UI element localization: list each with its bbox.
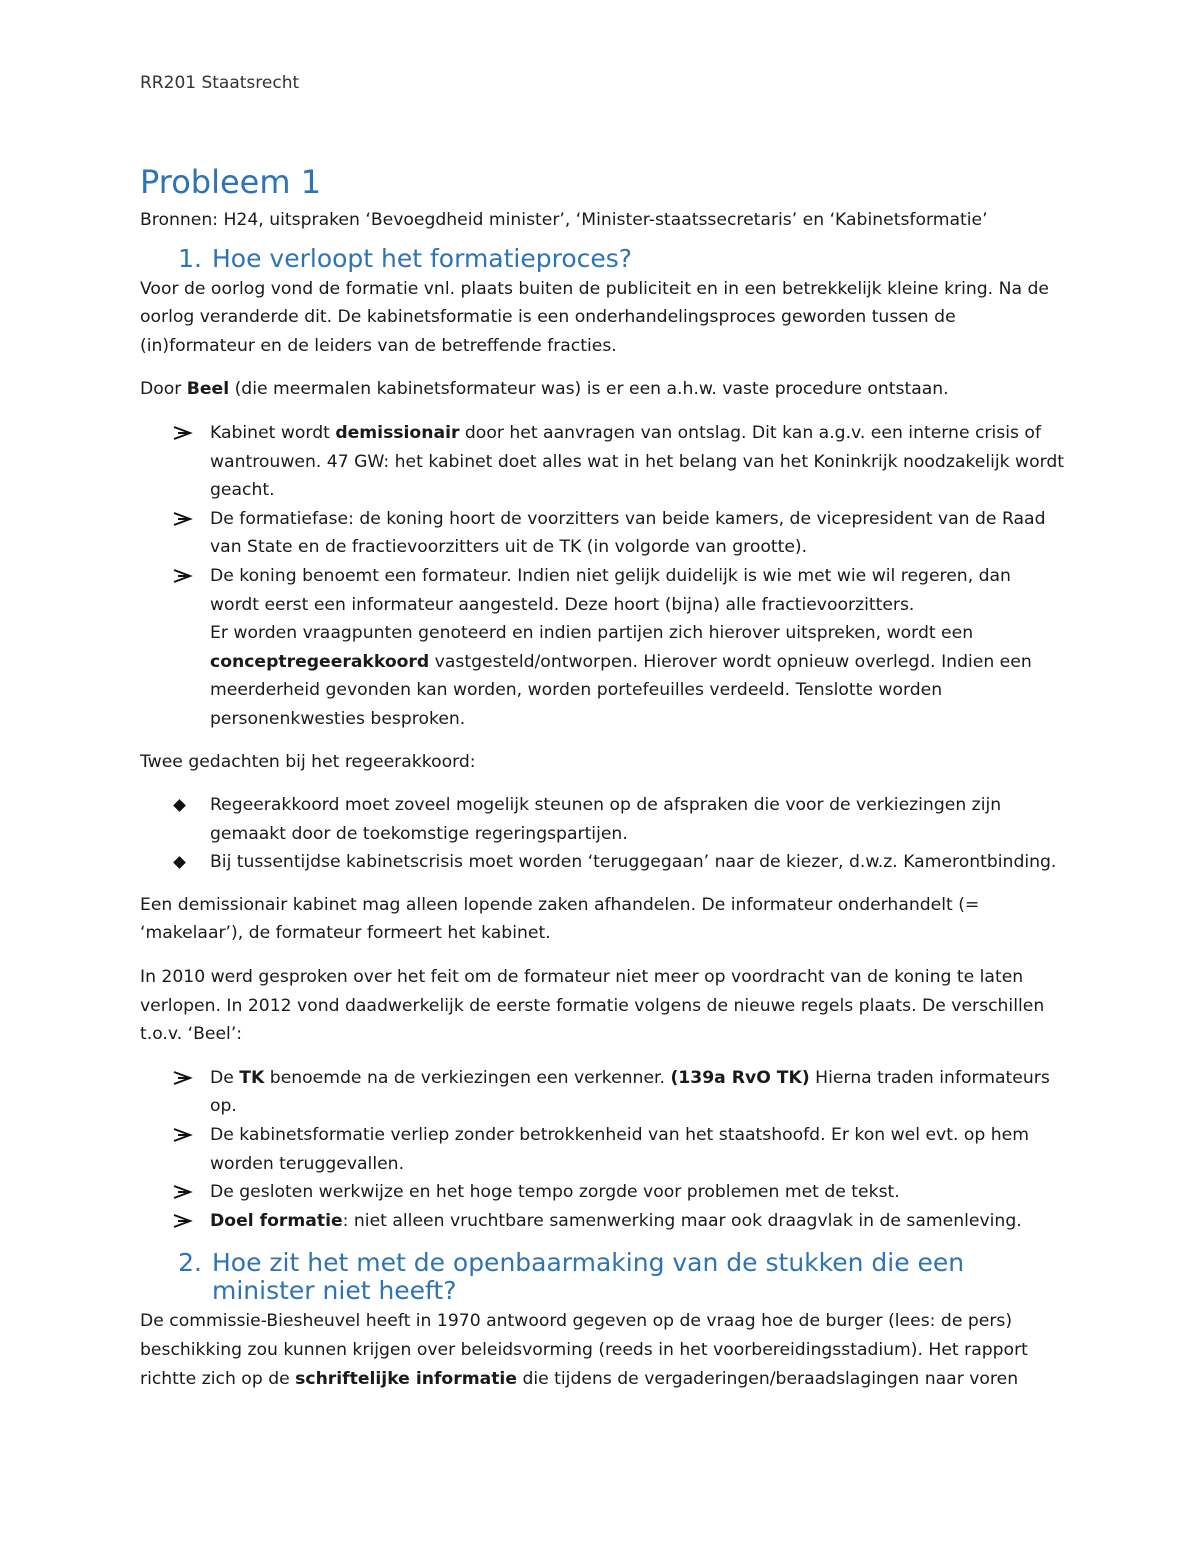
list-item: De koning benoemt een formateur. Indien niet gelijk duidelijk is wie met wie wil regeren, dan wordt eerst een informateur aangesteld. Deze hoort (bijna) alle fractievoorzitters. Er worden vraagpunten genoteerd en indien partijen zich hierover uitspreken, wordt een conceptregeerakkoord vastgesteld/ontworpen. Hierover wordt opnieuw overlegd. Indien een meerderheid gevonden kan worden, worden portefeuilles verdeeld. Tenslotte worden personenkwesties besproken. — [140, 562, 1065, 734]
question-2-number: 2. — [178, 1248, 202, 1278]
list-item: De formatiefase: de koning hoort de voorzitters van beide kamers, de vicepresident van de Raad van State en de fractievoorzitters uit de TK (in volgorde van grootte). — [140, 505, 1065, 562]
paragraph-q1-beel: Door Beel (die meermalen kabinetsformateur was) is er een a.h.w. vaste procedure ontstaan. — [140, 379, 949, 400]
paragraph-q1-thoughts-intro: Twee gedachten bij het regeerakkoord: — [140, 751, 476, 772]
paragraph-q1-intro: Voor de oorlog vond de formatie vnl. plaats buiten de publiciteit en in een betrekkelijk kleine kring. Na de oorlog veranderde dit. De kabinetsformatie is een onderhandelingsproces geworden tussen de (in)formateur en de leiders van de betreffende fracties. — [140, 278, 1049, 356]
paragraph-q1-2010: In 2010 werd gesproken over het feit om de formateur niet meer op voordracht van de koning te laten verlopen. In 2012 vond daadwerkelijk de eerste formatie volgens de nieuwe regels plaats. De verschillen t.o.v. ‘Beel’: — [140, 967, 1045, 1045]
question-2-title: Hoe zit het met de openbaarmaking van de stukken die een minister niet heeft? — [212, 1248, 965, 1306]
question-1-number: 1. — [178, 243, 202, 273]
list-item: Bij tussentijdse kabinetscrisis moet worden ‘teruggegaan’ naar de kiezer, d.w.z. Kamerontbinding. — [140, 848, 1065, 877]
page-title: Probleem 1 — [140, 163, 322, 201]
paragraph-q2-intro: De commissie-Biesheuvel heeft in 1970 antwoord gegeven op de vraag hoe de burger (lees: de pers) beschikking zou kunnen krijgen over beleidsvorming (reeds in het voorbereidingsstadium). Het rapport richtte zich op de schriftelijke informatie die tijdens de vergaderingen/beraadslagingen naar voren — [140, 1311, 1028, 1389]
question-1-heading — [140, 245, 1065, 273]
bold-beel: Beel — [186, 379, 230, 400]
formation-steps-list — [140, 419, 1065, 734]
thoughts-list — [140, 791, 1065, 877]
list-item: De kabinetsformatie verliep zonder betrokkenheid van het staatshoofd. Er kon wel evt. op hem worden teruggevallen. — [140, 1121, 1065, 1178]
list-item: Doel formatie: niet alleen vruchtbare samenwerking maar ook draagvlak in de samenleving. — [140, 1207, 1065, 1236]
list-item: Regeerakkoord moet zoveel mogelijk steunen op de afspraken die voor de verkiezingen zijn gemaakt door de toekomstige regeringspartijen. — [140, 791, 1065, 848]
diamond-bullet-icon — [173, 799, 186, 812]
diamond-bullet-icon — [173, 856, 186, 869]
question-2-heading — [140, 1249, 1065, 1305]
list-item: De TK benoemde na de verkiezingen een verkenner. (139a RvO TK) Hierna traden informateurs op. — [140, 1064, 1065, 1121]
sources-line: Bronnen: H24, uitspraken ‘Bevoegdheid minister’, ‘Minister-staatssecretaris’ en ‘Kabinetsformatie’ — [140, 210, 988, 230]
differences-list — [140, 1064, 1065, 1236]
document-body — [140, 160, 1065, 1408]
list-item: Kabinet wordt demissionair door het aanvragen van ontslag. Dit kan a.g.v. een interne crisis of wantrouwen. 47 GW: het kabinet doet alles wat in het belang van het Koninkrijk noodzakelijk wordt geacht. — [140, 419, 1065, 505]
question-1-title: Hoe verloopt het formatieproces? — [212, 243, 633, 273]
page-header: RR201 Staatsrecht — [140, 73, 300, 93]
paragraph-q1-demissionair: Een demissionair kabinet mag alleen lopende zaken afhandelen. De informateur onderhandelt (= ‘makelaar’), de formateur formeert het kabinet. — [140, 894, 980, 944]
list-item: De gesloten werkwijze en het hoge tempo zorgde voor problemen met de tekst. — [140, 1178, 1065, 1207]
